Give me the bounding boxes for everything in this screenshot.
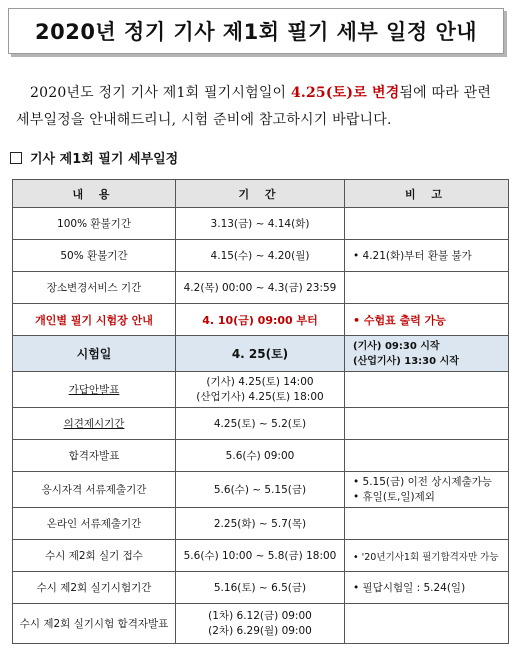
row-period bbox=[176, 372, 345, 408]
row-item: 수시 제2회 실기시험기간 bbox=[13, 572, 176, 604]
row-note bbox=[345, 472, 509, 508]
row-note-line: • 휴일(토,일)제외 bbox=[353, 490, 435, 503]
table-row bbox=[13, 540, 509, 572]
row-note bbox=[345, 408, 509, 440]
row-note bbox=[345, 336, 509, 372]
table-row bbox=[13, 604, 509, 644]
page-title: 2020년 정기 기사 제1회 필기 세부 일정 안내 bbox=[34, 20, 478, 44]
row-note: • '20년기사1회 필기합격자만 가능 bbox=[345, 540, 509, 572]
row-period: 4.2(목) 00:00 ~ 4.3(금) 23:59 bbox=[176, 272, 345, 304]
row-item: 의견제시기간 bbox=[13, 408, 176, 440]
row-item: 가답안발표 bbox=[13, 372, 176, 408]
row-period-line: (1차) 6.12(금) 09:00 bbox=[208, 609, 312, 622]
row-item: 장소변경서비스 기간 bbox=[13, 272, 176, 304]
intro-paragraph bbox=[16, 80, 504, 134]
header-note: 비 고 bbox=[345, 180, 509, 208]
table-row bbox=[13, 508, 509, 540]
row-note bbox=[345, 208, 509, 240]
row-note bbox=[345, 508, 509, 540]
row-period: 3.13(금) ~ 4.14(화) bbox=[176, 208, 345, 240]
section-heading bbox=[10, 148, 508, 167]
row-item: 개인별 필기 시험장 안내 bbox=[13, 304, 176, 336]
row-period: 5.6(수) 09:00 bbox=[176, 440, 345, 472]
row-note: • 4.21(화)부터 환불 불가 bbox=[345, 240, 509, 272]
intro-text-after: 됨에 따라 관련 세부일정을 안내해드리니, 시험 준비에 참고하시기 바랍니다. bbox=[16, 85, 492, 128]
row-note-line: • 5.15(금) 이전 상시제출가능 bbox=[353, 475, 493, 488]
table-row bbox=[13, 440, 509, 472]
row-item: 온라인 서류제출기간 bbox=[13, 508, 176, 540]
row-note: • 수험표 출력 가능 bbox=[345, 304, 509, 336]
row-period: 4. 25(토) bbox=[176, 336, 345, 372]
row-period: 4.15(수) ~ 4.20(월) bbox=[176, 240, 345, 272]
row-period-line: (2차) 6.29(월) 09:00 bbox=[208, 624, 312, 637]
table-row bbox=[13, 572, 509, 604]
table-row-exam-day bbox=[13, 336, 509, 372]
row-period: 5.6(수) ~ 5.15(금) bbox=[176, 472, 345, 508]
row-item: 합격자발표 bbox=[13, 440, 176, 472]
row-note-line: (산업기사) 13:30 시작 bbox=[353, 355, 459, 367]
title-box bbox=[8, 8, 504, 54]
intro-text-before: 2020년도 정기 기사 제1회 필기시험일이 bbox=[30, 85, 291, 101]
table-header-row bbox=[13, 180, 509, 208]
row-period-line: (기사) 4.25(토) 14:00 bbox=[206, 375, 314, 388]
table-row bbox=[13, 272, 509, 304]
table-row bbox=[13, 240, 509, 272]
table-row-highlight bbox=[13, 304, 509, 336]
row-item: 50% 환불기간 bbox=[13, 240, 176, 272]
table-row bbox=[13, 408, 509, 440]
table-row bbox=[13, 372, 509, 408]
row-note bbox=[345, 440, 509, 472]
row-period-line: (산업기사) 4.25(토) 18:00 bbox=[196, 390, 324, 403]
row-note-line: (기사) 09:30 시작 bbox=[353, 340, 440, 352]
row-item: 수시 제2회 실기시험 합격자발표 bbox=[13, 604, 176, 644]
row-period: 4. 10(금) 09:00 부터 bbox=[176, 304, 345, 336]
table-row bbox=[13, 208, 509, 240]
row-note: • 필답시험일 : 5.24(일) bbox=[345, 572, 509, 604]
row-period bbox=[176, 604, 345, 644]
intro-highlight: 4.25(토)로 변경 bbox=[290, 85, 400, 101]
schedule-table bbox=[12, 179, 509, 644]
table-row bbox=[13, 472, 509, 508]
row-period: 4.25(토) ~ 5.2(토) bbox=[176, 408, 345, 440]
row-item: 수시 제2회 실기 접수 bbox=[13, 540, 176, 572]
section-title: 기사 제1회 필기 세부일정 bbox=[30, 152, 179, 167]
row-period: 5.6(수) 10:00 ~ 5.8(금) 18:00 bbox=[176, 540, 345, 572]
row-period: 2.25(화) ~ 5.7(목) bbox=[176, 508, 345, 540]
row-item: 응시자격 서류제출기간 bbox=[13, 472, 176, 508]
row-item: 100% 환불기간 bbox=[13, 208, 176, 240]
row-item: 시험일 bbox=[13, 336, 176, 372]
row-period: 5.16(토) ~ 6.5(금) bbox=[176, 572, 345, 604]
row-note bbox=[345, 604, 509, 644]
header-content: 내 용 bbox=[13, 180, 176, 208]
header-period: 기 간 bbox=[176, 180, 345, 208]
row-note bbox=[345, 272, 509, 304]
row-note bbox=[345, 372, 509, 408]
square-icon bbox=[10, 152, 22, 164]
